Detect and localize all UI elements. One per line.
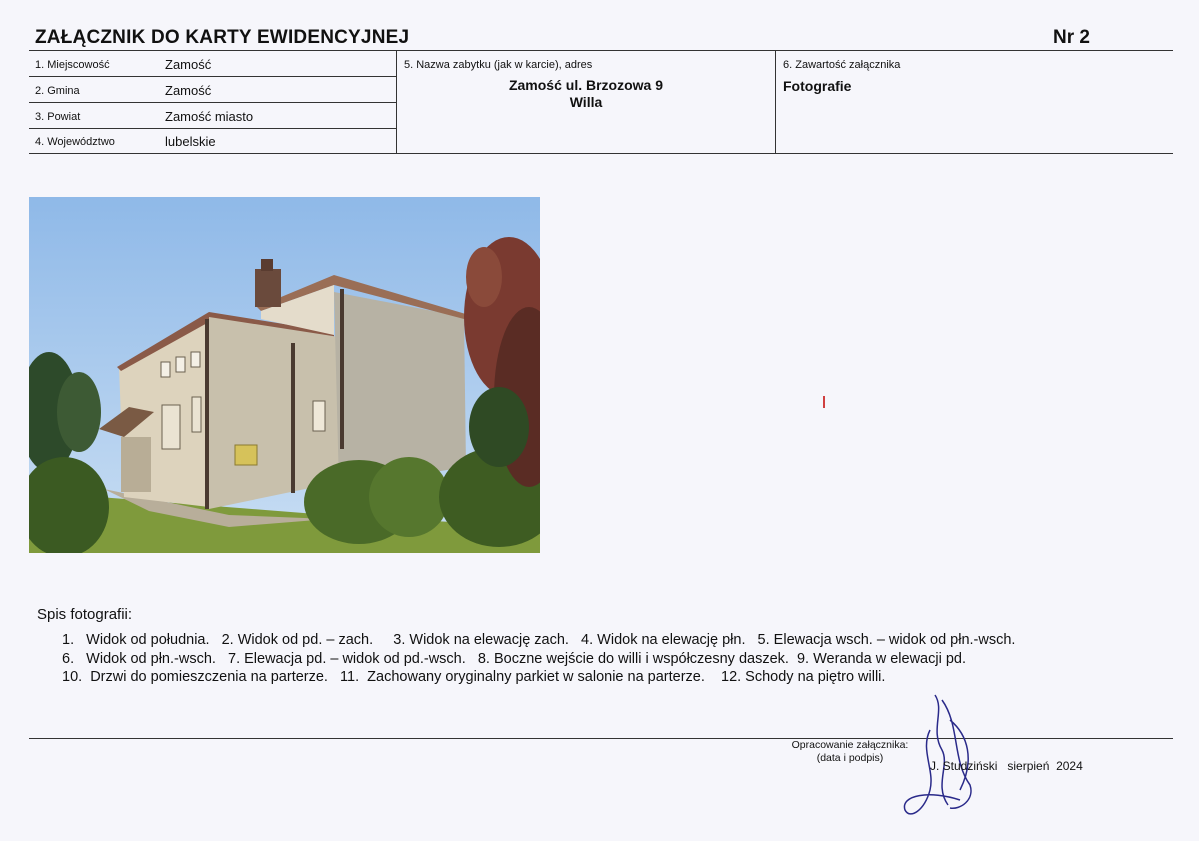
row-divider	[29, 102, 397, 103]
footer-divider	[29, 738, 1173, 739]
field-label-voivodeship: 4. Województwo	[35, 136, 115, 148]
photo-list-line: 1. Widok od południa. 2. Widok od pd. – zach. 3. Widok na elewację zach. 4. Widok na elewację płn. 5. Elewacja wsch. – widok od płn.-wsch.	[62, 632, 1016, 648]
field-value-locality: Zamość	[165, 57, 212, 72]
field-label-commune: 2. Gmina	[35, 85, 80, 97]
photo-list-line: 10. Drzwi do pomieszczenia na parterze. 11. Zachowany oryginalny parkiet w salonie na parterze. 12. Schody na piętro willi.	[62, 669, 886, 685]
photo-list-title: Spis fotografii:	[37, 606, 133, 623]
villa-photo	[29, 197, 540, 553]
field-label-county: 3. Powiat	[35, 111, 81, 123]
prepared-label: Opracowanie załącznika:	[791, 739, 909, 751]
field-value-county: Zamość miasto	[165, 109, 254, 124]
row-divider	[29, 76, 397, 77]
table-top-border	[29, 50, 1173, 51]
attachment-content-label: 6. Zawartość załącznika	[783, 59, 901, 71]
photo-list-line: 6. Widok od płn.-wsch. 7. Elewacja pd. – widok od pd.-wsch. 8. Boczne wejście do willi i współczesny daszek. 9. Weranda w elewacji pd.	[62, 651, 966, 667]
attachment-content-value: Fotografie	[783, 78, 852, 94]
table-bottom-border	[29, 153, 1173, 154]
document-title: ZAŁĄCZNIK DO KARTY EWIDENCYJNEJ	[35, 27, 410, 48]
monument-label: 5. Nazwa zabytku (jak w karcie), adres	[404, 59, 593, 71]
field-value-commune: Zamość	[165, 83, 212, 98]
column-divider	[775, 50, 776, 154]
red-mark	[823, 396, 825, 408]
field-label-locality: 1. Miejscowość	[35, 59, 110, 71]
prepared-sublabel: (data i podpis)	[816, 752, 884, 764]
author-name: J. Studziński	[930, 759, 998, 773]
author-signature-line	[930, 759, 1083, 773]
monument-info	[397, 77, 775, 111]
field-value-voivodeship: lubelskie	[165, 134, 216, 149]
monument-address: Zamość ul. Brzozowa 9	[508, 77, 664, 93]
signature-date: sierpień 2024	[1007, 759, 1083, 773]
monument-name: Willa	[569, 94, 603, 110]
attachment-number: Nr 2	[1053, 27, 1090, 48]
row-divider	[29, 128, 397, 129]
